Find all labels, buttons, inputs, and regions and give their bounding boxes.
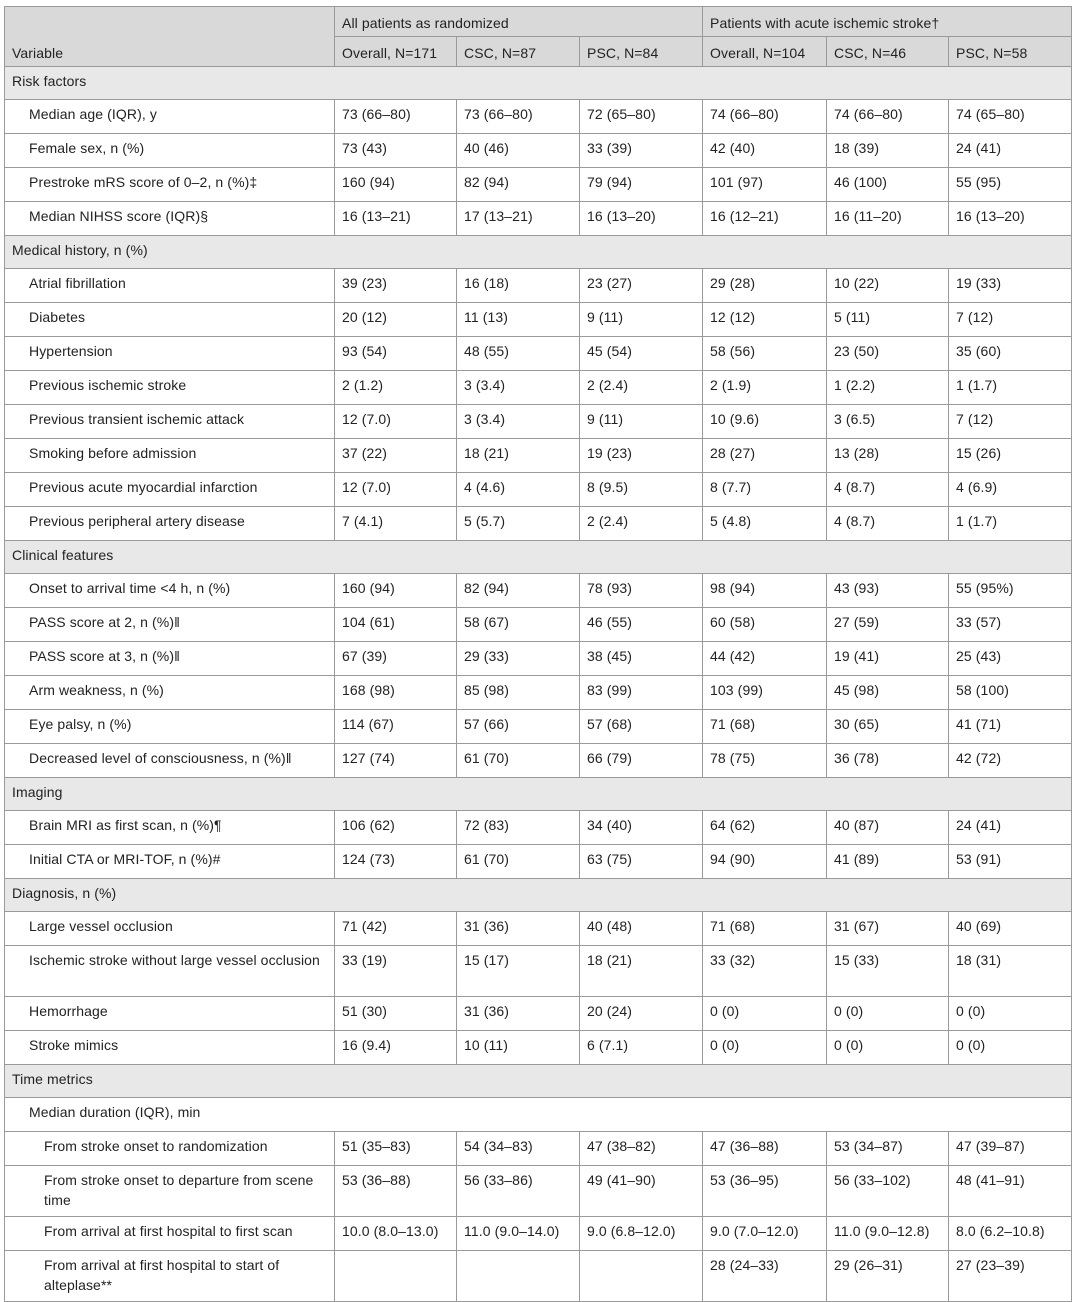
table-cell: 43 (93)	[827, 574, 949, 608]
row-label: Arm weakness, n (%)	[5, 676, 335, 710]
table-cell: 16 (13–20)	[580, 202, 703, 236]
table-cell: 58 (56)	[703, 337, 827, 371]
table-cell: 82 (94)	[457, 574, 580, 608]
table-cell: 16 (11–20)	[827, 202, 949, 236]
table-cell: 104 (61)	[335, 608, 457, 642]
table-cell: 33 (57)	[949, 608, 1072, 642]
table-cell: 0 (0)	[703, 1031, 827, 1065]
table-cell: 67 (39)	[335, 642, 457, 676]
table-cell: 40 (87)	[827, 811, 949, 845]
row-label: Previous peripheral artery disease	[5, 507, 335, 541]
table-cell: 48 (55)	[457, 337, 580, 371]
row-label: From arrival at first hospital to start of alteplase**	[5, 1251, 335, 1302]
section-label: Imaging	[5, 778, 1072, 811]
row-label: Prestroke mRS score of 0–2, n (%)‡	[5, 168, 335, 202]
table-cell: 53 (91)	[949, 845, 1072, 879]
table-cell: 33 (19)	[335, 946, 457, 997]
section-row	[5, 778, 1072, 811]
table-cell: 10.0 (8.0–13.0)	[335, 1217, 457, 1251]
table-body	[5, 67, 1072, 1302]
table-row	[5, 473, 1072, 507]
table-cell: 42 (40)	[703, 134, 827, 168]
table-row	[5, 608, 1072, 642]
table-cell: 0 (0)	[949, 997, 1072, 1031]
table-cell: 58 (67)	[457, 608, 580, 642]
table-cell	[335, 1251, 457, 1302]
table-cell: 4 (8.7)	[827, 507, 949, 541]
table-cell: 10 (9.6)	[703, 405, 827, 439]
table-cell: 29 (33)	[457, 642, 580, 676]
table-cell: 20 (12)	[335, 303, 457, 337]
table-cell: 47 (38–82)	[580, 1132, 703, 1166]
table-cell: 45 (98)	[827, 676, 949, 710]
table-cell: 2 (2.4)	[580, 507, 703, 541]
row-label: Stroke mimics	[5, 1031, 335, 1065]
row-label: From arrival at first hospital to first scan	[5, 1217, 335, 1251]
table-cell: 10 (11)	[457, 1031, 580, 1065]
table-cell: 40 (46)	[457, 134, 580, 168]
table-cell: 7 (12)	[949, 303, 1072, 337]
table-cell: 17 (13–21)	[457, 202, 580, 236]
table-row	[5, 168, 1072, 202]
table-header	[5, 7, 1072, 67]
table-row	[5, 642, 1072, 676]
table-cell: 18 (21)	[580, 946, 703, 997]
table-row	[5, 1031, 1072, 1065]
table-cell: 28 (24–33)	[703, 1251, 827, 1302]
table-cell: 11.0 (9.0–12.8)	[827, 1217, 949, 1251]
row-label: From stroke onset to departure from scene time	[5, 1166, 335, 1217]
table-cell: 23 (27)	[580, 269, 703, 303]
table-cell: 37 (22)	[335, 439, 457, 473]
table-cell: 73 (66–80)	[457, 100, 580, 134]
table-cell: 74 (65–80)	[949, 100, 1072, 134]
table-cell: 2 (1.9)	[703, 371, 827, 405]
table-cell: 74 (66–80)	[827, 100, 949, 134]
table-row	[5, 202, 1072, 236]
table-cell: 36 (78)	[827, 744, 949, 778]
table-cell: 44 (42)	[703, 642, 827, 676]
table-cell: 49 (41–90)	[580, 1166, 703, 1217]
table-row	[5, 676, 1072, 710]
table-cell: 11.0 (9.0–14.0)	[457, 1217, 580, 1251]
table-row	[5, 574, 1072, 608]
row-label: From stroke onset to randomization	[5, 1132, 335, 1166]
table-row	[5, 997, 1072, 1031]
table-cell: 18 (39)	[827, 134, 949, 168]
row-label: Eye palsy, n (%)	[5, 710, 335, 744]
table-row	[5, 710, 1072, 744]
table-cell: 71 (68)	[703, 912, 827, 946]
table-cell: 31 (36)	[457, 912, 580, 946]
row-label: Median NIHSS score (IQR)§	[5, 202, 335, 236]
table-cell: 63 (75)	[580, 845, 703, 879]
table-cell: 8 (9.5)	[580, 473, 703, 507]
row-label: Previous ischemic stroke	[5, 371, 335, 405]
table-cell: 5 (5.7)	[457, 507, 580, 541]
table-cell: 54 (34–83)	[457, 1132, 580, 1166]
table-row	[5, 1251, 1072, 1302]
row-label: Large vessel occlusion	[5, 912, 335, 946]
subsection-row	[5, 1098, 1072, 1132]
table-cell: 6 (7.1)	[580, 1031, 703, 1065]
row-label: Brain MRI as first scan, n (%)¶	[5, 811, 335, 845]
table-cell: 1 (1.7)	[949, 371, 1072, 405]
row-label: PASS score at 3, n (%)‖	[5, 642, 335, 676]
table-cell: 64 (62)	[703, 811, 827, 845]
table-cell: 94 (90)	[703, 845, 827, 879]
table-cell: 33 (32)	[703, 946, 827, 997]
table-cell: 19 (41)	[827, 642, 949, 676]
row-label: Smoking before admission	[5, 439, 335, 473]
table-cell: 38 (45)	[580, 642, 703, 676]
table-row	[5, 303, 1072, 337]
table-cell: 57 (68)	[580, 710, 703, 744]
table-cell: 8.0 (6.2–10.8)	[949, 1217, 1072, 1251]
table-cell: 72 (65–80)	[580, 100, 703, 134]
table-cell: 16 (13–21)	[335, 202, 457, 236]
table-cell: 45 (54)	[580, 337, 703, 371]
table-cell: 72 (83)	[457, 811, 580, 845]
row-label: Hemorrhage	[5, 997, 335, 1031]
table-row	[5, 507, 1072, 541]
table-cell: 56 (33–102)	[827, 1166, 949, 1217]
table-cell: 33 (39)	[580, 134, 703, 168]
table-cell: 71 (42)	[335, 912, 457, 946]
table-cell: 2 (2.4)	[580, 371, 703, 405]
table-cell: 168 (98)	[335, 676, 457, 710]
table-row	[5, 134, 1072, 168]
table-cell: 48 (41–91)	[949, 1166, 1072, 1217]
table-cell: 27 (59)	[827, 608, 949, 642]
table-cell: 40 (48)	[580, 912, 703, 946]
table-cell: 1 (2.2)	[827, 371, 949, 405]
table-cell: 3 (6.5)	[827, 405, 949, 439]
table-cell: 57 (66)	[457, 710, 580, 744]
table-cell: 0 (0)	[827, 1031, 949, 1065]
table-row	[5, 845, 1072, 879]
table-cell: 31 (67)	[827, 912, 949, 946]
table-cell: 98 (94)	[703, 574, 827, 608]
table-cell: 160 (94)	[335, 168, 457, 202]
table-row	[5, 439, 1072, 473]
table-cell: 58 (100)	[949, 676, 1072, 710]
column-header: PSC, N=58	[949, 37, 1072, 67]
table-cell: 5 (11)	[827, 303, 949, 337]
table-row	[5, 269, 1072, 303]
section-label: Risk factors	[5, 67, 1072, 100]
section-label: Medical history, n (%)	[5, 236, 1072, 269]
table-cell: 41 (71)	[949, 710, 1072, 744]
table-cell: 66 (79)	[580, 744, 703, 778]
column-header: Overall, N=104	[703, 37, 827, 67]
row-label: PASS score at 2, n (%)‖	[5, 608, 335, 642]
table-cell: 31 (36)	[457, 997, 580, 1031]
table-cell: 78 (93)	[580, 574, 703, 608]
table-cell: 9.0 (6.8–12.0)	[580, 1217, 703, 1251]
table-cell: 15 (26)	[949, 439, 1072, 473]
table-cell: 29 (26–31)	[827, 1251, 949, 1302]
table-cell: 60 (58)	[703, 608, 827, 642]
table-cell: 9 (11)	[580, 405, 703, 439]
table-cell: 15 (33)	[827, 946, 949, 997]
table-cell: 7 (12)	[949, 405, 1072, 439]
table-cell: 0 (0)	[703, 997, 827, 1031]
table-row	[5, 744, 1072, 778]
table-cell: 46 (55)	[580, 608, 703, 642]
table-cell: 12 (7.0)	[335, 405, 457, 439]
table-cell: 40 (69)	[949, 912, 1072, 946]
table-cell: 16 (12–21)	[703, 202, 827, 236]
baseline-characteristics-table	[4, 6, 1072, 1302]
table-cell: 29 (28)	[703, 269, 827, 303]
table-cell: 74 (66–80)	[703, 100, 827, 134]
section-label: Time metrics	[5, 1065, 1072, 1098]
table-cell: 4 (6.9)	[949, 473, 1072, 507]
table-cell: 85 (98)	[457, 676, 580, 710]
column-header: CSC, N=87	[457, 37, 580, 67]
table-cell: 53 (34–87)	[827, 1132, 949, 1166]
table-cell: 30 (65)	[827, 710, 949, 744]
table-cell: 9.0 (7.0–12.0)	[703, 1217, 827, 1251]
table-cell: 19 (33)	[949, 269, 1072, 303]
row-label: Previous transient ischemic attack	[5, 405, 335, 439]
table-cell: 55 (95%)	[949, 574, 1072, 608]
table-cell: 16 (9.4)	[335, 1031, 457, 1065]
table-cell: 3 (3.4)	[457, 405, 580, 439]
section-row	[5, 541, 1072, 574]
table-cell: 12 (12)	[703, 303, 827, 337]
table-cell: 24 (41)	[949, 811, 1072, 845]
table-cell: 28 (27)	[703, 439, 827, 473]
table-cell	[457, 1251, 580, 1302]
row-label: Diabetes	[5, 303, 335, 337]
section-row	[5, 67, 1072, 100]
table-cell: 5 (4.8)	[703, 507, 827, 541]
table-cell: 73 (66–80)	[335, 100, 457, 134]
table-cell: 103 (99)	[703, 676, 827, 710]
table-cell: 15 (17)	[457, 946, 580, 997]
table-cell: 20 (24)	[580, 997, 703, 1031]
row-label: Decreased level of consciousness, n (%)‖	[5, 744, 335, 778]
table-cell: 0 (0)	[827, 997, 949, 1031]
table-row	[5, 405, 1072, 439]
table-cell: 124 (73)	[335, 845, 457, 879]
table-cell: 61 (70)	[457, 845, 580, 879]
table-cell: 13 (28)	[827, 439, 949, 473]
table-cell: 42 (72)	[949, 744, 1072, 778]
row-label: Atrial fibrillation	[5, 269, 335, 303]
table-cell: 47 (39–87)	[949, 1132, 1072, 1166]
table-cell: 39 (23)	[335, 269, 457, 303]
table-cell: 25 (43)	[949, 642, 1072, 676]
row-label: Median age (IQR), y	[5, 100, 335, 134]
table-row	[5, 371, 1072, 405]
table-cell: 56 (33–86)	[457, 1166, 580, 1217]
group-header-acute-ischemic: Patients with acute ischemic stroke†	[703, 7, 1072, 37]
table-cell: 35 (60)	[949, 337, 1072, 371]
table-container	[4, 6, 1072, 1302]
table-row	[5, 1166, 1072, 1217]
row-label: Ischemic stroke without large vessel occlusion	[5, 946, 335, 997]
group-header-all-patients: All patients as randomized	[335, 7, 703, 37]
table-cell: 46 (100)	[827, 168, 949, 202]
table-cell: 51 (35–83)	[335, 1132, 457, 1166]
table-cell: 78 (75)	[703, 744, 827, 778]
table-cell: 106 (62)	[335, 811, 457, 845]
table-cell: 16 (18)	[457, 269, 580, 303]
table-cell: 82 (94)	[457, 168, 580, 202]
table-cell: 16 (13–20)	[949, 202, 1072, 236]
table-row	[5, 1132, 1072, 1166]
table-cell: 10 (22)	[827, 269, 949, 303]
column-header: CSC, N=46	[827, 37, 949, 67]
table-cell: 53 (36–88)	[335, 1166, 457, 1217]
table-row	[5, 946, 1072, 997]
table-cell: 4 (8.7)	[827, 473, 949, 507]
table-row	[5, 1217, 1072, 1251]
table-cell: 55 (95)	[949, 168, 1072, 202]
row-label: Previous acute myocardial infarction	[5, 473, 335, 507]
section-row	[5, 236, 1072, 269]
table-cell	[580, 1251, 703, 1302]
section-row	[5, 1065, 1072, 1098]
row-label: Female sex, n (%)	[5, 134, 335, 168]
table-cell: 114 (67)	[335, 710, 457, 744]
header-group-row	[5, 7, 1072, 37]
table-row	[5, 811, 1072, 845]
table-cell: 53 (36–95)	[703, 1166, 827, 1217]
subsection-label: Median duration (IQR), min	[5, 1098, 1072, 1132]
section-row	[5, 879, 1072, 912]
table-cell: 71 (68)	[703, 710, 827, 744]
table-cell: 24 (41)	[949, 134, 1072, 168]
table-cell: 3 (3.4)	[457, 371, 580, 405]
table-cell: 51 (30)	[335, 997, 457, 1031]
table-cell: 4 (4.6)	[457, 473, 580, 507]
table-cell: 11 (13)	[457, 303, 580, 337]
table-cell: 7 (4.1)	[335, 507, 457, 541]
table-cell: 1 (1.7)	[949, 507, 1072, 541]
table-cell: 18 (21)	[457, 439, 580, 473]
table-cell: 18 (31)	[949, 946, 1072, 997]
table-cell: 93 (54)	[335, 337, 457, 371]
table-cell: 41 (89)	[827, 845, 949, 879]
table-cell: 19 (23)	[580, 439, 703, 473]
table-cell: 79 (94)	[580, 168, 703, 202]
row-label: Onset to arrival time <4 h, n (%)	[5, 574, 335, 608]
column-header: PSC, N=84	[580, 37, 703, 67]
table-cell: 9 (11)	[580, 303, 703, 337]
table-cell: 0 (0)	[949, 1031, 1072, 1065]
table-cell: 73 (43)	[335, 134, 457, 168]
row-label: Hypertension	[5, 337, 335, 371]
table-cell: 101 (97)	[703, 168, 827, 202]
table-row	[5, 912, 1072, 946]
table-cell: 83 (99)	[580, 676, 703, 710]
row-label: Initial CTA or MRI-TOF, n (%)#	[5, 845, 335, 879]
table-cell: 34 (40)	[580, 811, 703, 845]
table-cell: 2 (1.2)	[335, 371, 457, 405]
section-label: Diagnosis, n (%)	[5, 879, 1072, 912]
section-label: Clinical features	[5, 541, 1072, 574]
table-cell: 47 (36–88)	[703, 1132, 827, 1166]
column-header: Overall, N=171	[335, 37, 457, 67]
table-row	[5, 100, 1072, 134]
table-cell: 8 (7.7)	[703, 473, 827, 507]
table-cell: 160 (94)	[335, 574, 457, 608]
table-cell: 12 (7.0)	[335, 473, 457, 507]
table-cell: 61 (70)	[457, 744, 580, 778]
table-cell: 27 (23–39)	[949, 1251, 1072, 1302]
table-cell: 127 (74)	[335, 744, 457, 778]
variable-header: Variable	[5, 7, 335, 67]
table-row	[5, 337, 1072, 371]
table-cell: 23 (50)	[827, 337, 949, 371]
